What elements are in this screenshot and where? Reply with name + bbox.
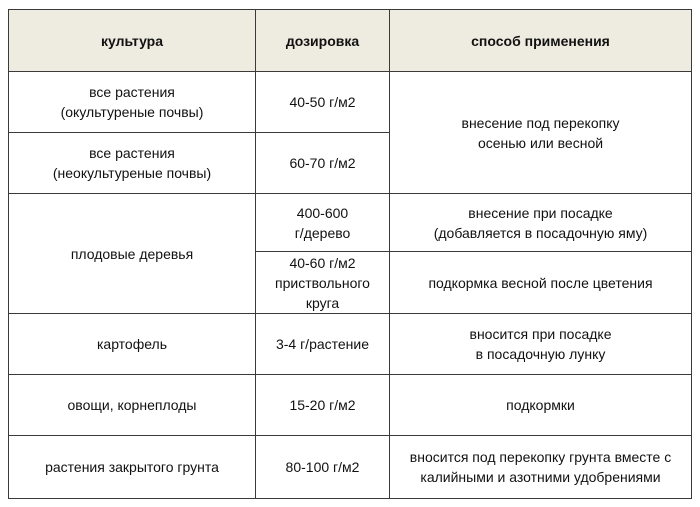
header-method: способ применения bbox=[390, 10, 692, 72]
method-cell: подкормка весной после цветения bbox=[390, 252, 692, 314]
dosage-text: круга bbox=[305, 294, 340, 311]
crop-cell bbox=[9, 133, 256, 194]
dosage-cell: 60-70 г/м2 bbox=[256, 133, 390, 194]
table-row bbox=[9, 72, 692, 133]
method-cell bbox=[390, 314, 692, 375]
header-row bbox=[9, 10, 692, 72]
dosage-cell: 40-50 г/м2 bbox=[256, 72, 390, 133]
dosage-text: г/дерево bbox=[294, 224, 351, 241]
dosage-cell bbox=[256, 194, 390, 252]
dosage-text: приствольного bbox=[275, 274, 370, 291]
table-row bbox=[9, 436, 692, 499]
crop-cell: овощи, корнеплоды bbox=[9, 375, 256, 436]
method-text: внесение при посадке bbox=[468, 204, 613, 221]
fertilizer-dosage-table bbox=[8, 9, 692, 499]
method-text: (добавляется в посадочную яму) bbox=[433, 224, 648, 241]
dosage-text: 400-600 bbox=[296, 204, 349, 221]
dosage-text: 40-60 г/м2 bbox=[289, 254, 356, 271]
method-text: в посадочную лунку bbox=[475, 346, 606, 362]
crop-cell: растения закрытого грунта bbox=[9, 436, 256, 499]
method-cell: подкормки bbox=[390, 375, 692, 436]
crop-note: (окультуреные почвы) bbox=[60, 104, 204, 120]
crop-text: все растения bbox=[89, 84, 175, 100]
crop-cell: картофель bbox=[9, 314, 256, 375]
crop-cell: плодовые деревья bbox=[9, 194, 256, 314]
crop-note: (неокультуреные почвы) bbox=[52, 165, 212, 181]
dosage-cell bbox=[256, 252, 390, 314]
method-text: внесение под перекопку bbox=[461, 114, 620, 131]
dosage-cell: 80-100 г/м2 bbox=[256, 436, 390, 499]
method-cell bbox=[390, 194, 692, 252]
method-text: вносится при посадке bbox=[469, 326, 612, 342]
dosage-cell: 15-20 г/м2 bbox=[256, 375, 390, 436]
method-cell bbox=[390, 72, 692, 194]
dosage-cell: 3-4 г/растение bbox=[256, 314, 390, 375]
crop-text: все растения bbox=[89, 145, 175, 161]
header-dosage: дозировка bbox=[256, 10, 390, 72]
header-crop: культура bbox=[9, 10, 256, 72]
table-row bbox=[9, 194, 692, 252]
table-row bbox=[9, 375, 692, 436]
table-row bbox=[9, 314, 692, 375]
crop-cell bbox=[9, 72, 256, 133]
method-cell bbox=[390, 436, 692, 499]
method-text: вносится под перекопку грунта вместе с bbox=[409, 449, 672, 465]
method-text: осенью или весной bbox=[477, 134, 604, 151]
method-text: калийными и азотними удобрениями bbox=[420, 469, 661, 485]
